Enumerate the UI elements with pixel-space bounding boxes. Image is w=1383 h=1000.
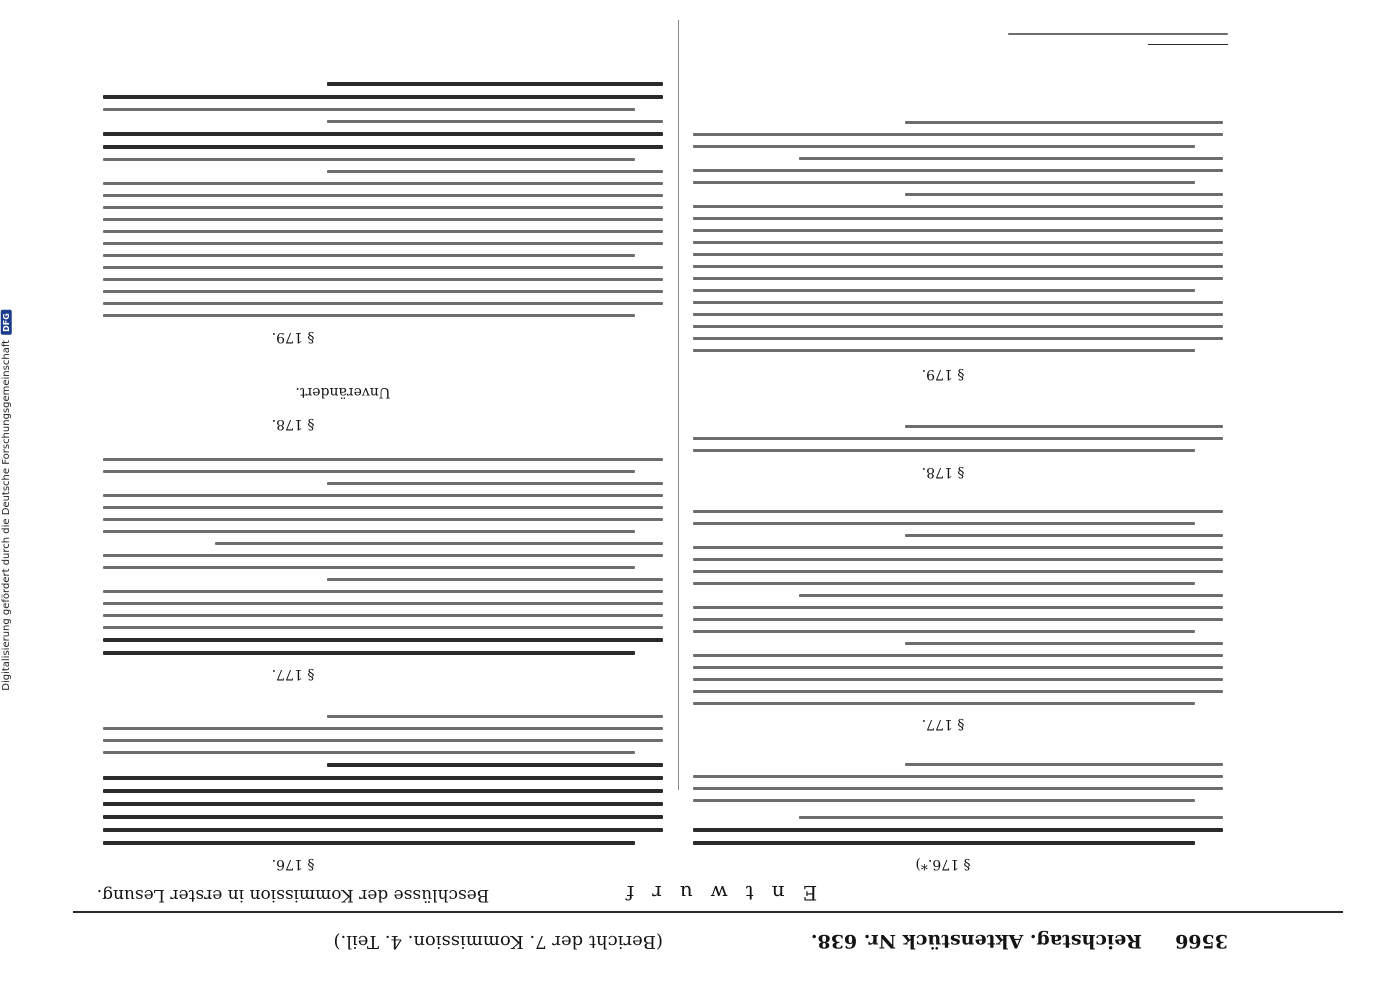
section-177-left: § 177. [921,716,965,732]
paragraph-lines-178-left [693,416,1223,452]
dfg-side-note [0,0,14,1000]
section-179-left: § 179. [921,366,965,382]
paragraph-lines-177-left [693,501,1223,705]
column-divider [678,20,679,790]
paragraph-lines-179-left [693,112,1223,352]
paragraph-lines-176-right [103,706,663,845]
page-header [0,912,1383,1000]
header-rule [73,911,1343,913]
header-title-right: (Bericht der 7. Kommission. 4. Teil.) [333,931,663,952]
section-176-right: § 176. [271,856,315,872]
paragraph-lines-176-left [693,754,1223,845]
page-number: 3566 [1175,930,1228,952]
unchanged-note: Unverändert. [295,384,391,400]
header-title-left: Reichstag. Aktenstück Nr. 638. [810,930,1143,952]
section-179-right: § 179. [271,329,315,345]
right-column-title: Beschlüsse der Kommission in erster Lesung. [96,885,490,905]
paragraph-lines-179-right [103,73,663,317]
dfg-side-text: Digitalisierung gefördert durch die Deutsche Forschungsgemeinschaft [0,339,12,691]
section-178-right: § 178. [271,416,315,432]
section-176-left: § 176.*) [915,856,971,872]
section-177-right: § 177. [271,666,315,682]
page-header-left [811,930,1228,952]
section-178-left: § 178. [921,464,965,480]
paragraph-lines-177-right [103,449,663,655]
dfg-logo: DFG [1,310,12,335]
footnote-rule [1148,44,1228,45]
footnote-lines [1008,33,1228,35]
left-column-title: Entwurf [608,881,818,905]
